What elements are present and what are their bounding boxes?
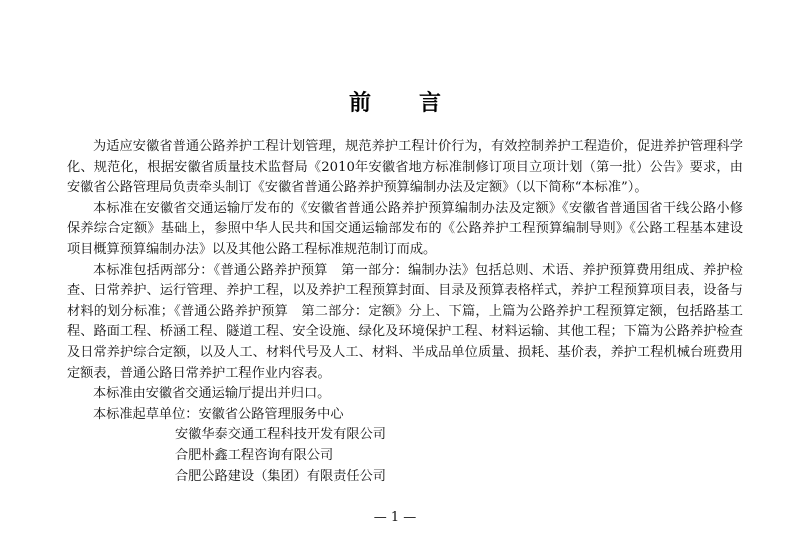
foreword-body [67,137,743,487]
drafting-unit: 安徽省公路管理服务中心 [198,406,344,422]
page-title [0,86,790,117]
drafting-units [67,405,743,487]
page-number: — 1 — [373,510,417,525]
paragraph-purpose: 为适应安徽省普通公路养护工程计划管理，规范养护工程计价行为，有效控制养护工程造价，促进养护管理科学化、规范化，根据安徽省质量技术监督局《2010年安徽省地方标准制修订项目立项计划（第一批）公告》要求，由安徽省公路管理局负责牵头制订《安徽省普通公路养护预算编制办法及定额》（以下简称“本标准”）。 [67,139,743,196]
drafting-unit: 安徽华泰交通工程科技开发有限公司 [175,427,386,443]
paragraph-ownership: 本标准由安徽省交通运输厅提出并归口。 [93,386,331,402]
title-char-2: 言 [419,91,442,116]
drafting-units-first-line [67,405,743,426]
drafting-unit: 合肥公路建设（集团）有限责任公司 [175,468,386,484]
paragraph-structure: 本标准包括两部分：《普通公路养护预算 第一部分：编制办法》包括总则、术语、养护预算费用组成、养护检查、日常养护、运行管理、养护工程，以及养护工程预算封面、目录及预算表格样式，养护工程预算项目表，设备与材料的划分标准；《普通公路养护预算 第二部分：定额》分上、下篇，上篇为公路养护工程预算定额，包括路基工程、路面工程、桥涵工程、隧道工程、安全设施、绿化及环境保护工程、材料运输、其他工程；下篇为公路养护检查及日常养护综合定额，以及人工、材料代号及人工、材料、半成品单位质量、损耗、基价表，养护工程机械台班费用定额表，普通公路日常养护工程作业内容表。 [67,262,743,381]
paragraph-basis: 本标准在安徽省交通运输厅发布的《安徽省普通公路养护预算编制办法及定额》《安徽省普通国省干线公路小修保养综合定额》基础上，参照中华人民共和国交通运输部发布的《公路养护工程预算编制导则》《公路工程基本建设项目概算预算编制办法》以及其他公路工程标准规范制订而成。 [67,200,743,257]
drafting-units-label: 本标准起草单位： [93,406,199,422]
drafting-unit: 合肥朴鑫工程咨询有限公司 [175,447,334,463]
title-char-1: 前 [348,91,371,116]
